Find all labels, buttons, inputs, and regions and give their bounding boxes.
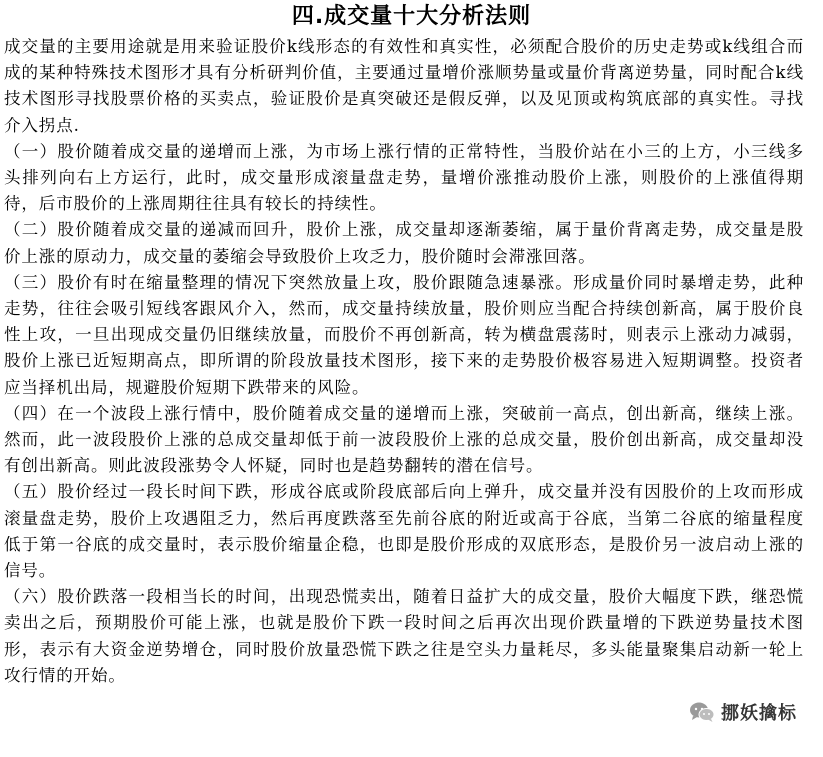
rule-2-paragraph: （二）股价随着成交量的递减而回升，股价上涨，成交量却逐渐萎缩，属于量价背离走势，成交量是股价上涨的原动力，成交量的萎缩会导致股价上攻乏力，股价随时会滞涨回落。 — [4, 220, 804, 266]
rule-5-paragraph: （五）股价经过一段长时间下跌，形成谷底或阶段底部后向上弹升，成交量并没有因股价的上攻而形成滚量盘走势，股价上攻遇阻乏力，然后再度跌落至先前谷底的附近或高于谷底，当第二谷底的缩量程度低于第一谷底的成交量时，表示股价缩量企稳，也即是股价形成的双底形态，是股价另一波启动上涨的信号。 — [4, 482, 804, 581]
rule-1-paragraph: （一）股价随着成交量的递增而上涨，为市场上涨行情的正常特性，当股价站在小三的上方，小三线多头排列向右上方运行，此时，成交量形成滚量盘走势，量增价涨推动股价上涨，则股价的上涨值得期待，后市股价的上涨周期往往具有较长的持续性。 — [4, 141, 804, 214]
intro-paragraph: 成交量的主要用途就是用来验证股价k线形态的有效性和真实性，必须配合股价的历史走势或k线组合而成的某种特殊技术图形才具有分析研判价值，主要通过量增价涨顺势量或量价背离逆势量，同时配合k线技术图形寻找股票价格的买卖点，验证股价是真突破还是假反弹，以及见顶或构筑底部的真实性。寻找介入拐点. — [4, 37, 804, 135]
watermark-text: 挪妖擒标 — [721, 703, 797, 724]
wechat-icon — [689, 701, 715, 723]
document-body — [4, 34, 804, 689]
rule-6-paragraph: （六）股价跌落一段相当长的时间，出现恐慌卖出，随着日益扩大的成交量，股价大幅度下跌，继恐慌卖出之后，预期股价可能上涨，也就是股价下跌一段时间之后再次出现价跌量增的下跌逆势量技术图形，表示有大资金逆势增仓，同时股价放量恐慌下跌之往是空头力量耗尽，多头能量聚集启动新一轮上攻行情的开始。 — [4, 587, 804, 685]
account-watermark — [685, 697, 803, 727]
rule-3-paragraph: （三）股价有时在缩量整理的情况下突然放量上攻，股价跟随急速暴涨。形成量价同时暴增走势，此种走势，往往会吸引短线客跟风介入，然而，成交量持续放量，股价则应当配合持续创新高，属于股价良性上攻，一旦出现成交量仍旧继续放量，而股价不再创新高，转为横盘震荡时，则表示上涨动力减弱，股价上涨已近短期高点，即所谓的阶段放量技术图形，接下来的走势股价极容易进入短期调整。投资者应当择机出局，规避股价短期下跌带来的风险。 — [4, 272, 804, 397]
rule-4-paragraph: （四）在一个波段上涨行情中，股价随着成交量的递增而上涨，突破前一高点，创出新高，继续上涨。然而，此一波段股价上涨的总成交量却低于前一波段股价上涨的总成交量，股价创出新高，成交量却没有创出新高。则此波段涨势令人怀疑，同时也是趋势翻转的潜在信号。 — [4, 403, 804, 476]
document-title: 四.成交量十大分析法则 — [291, 4, 532, 29]
